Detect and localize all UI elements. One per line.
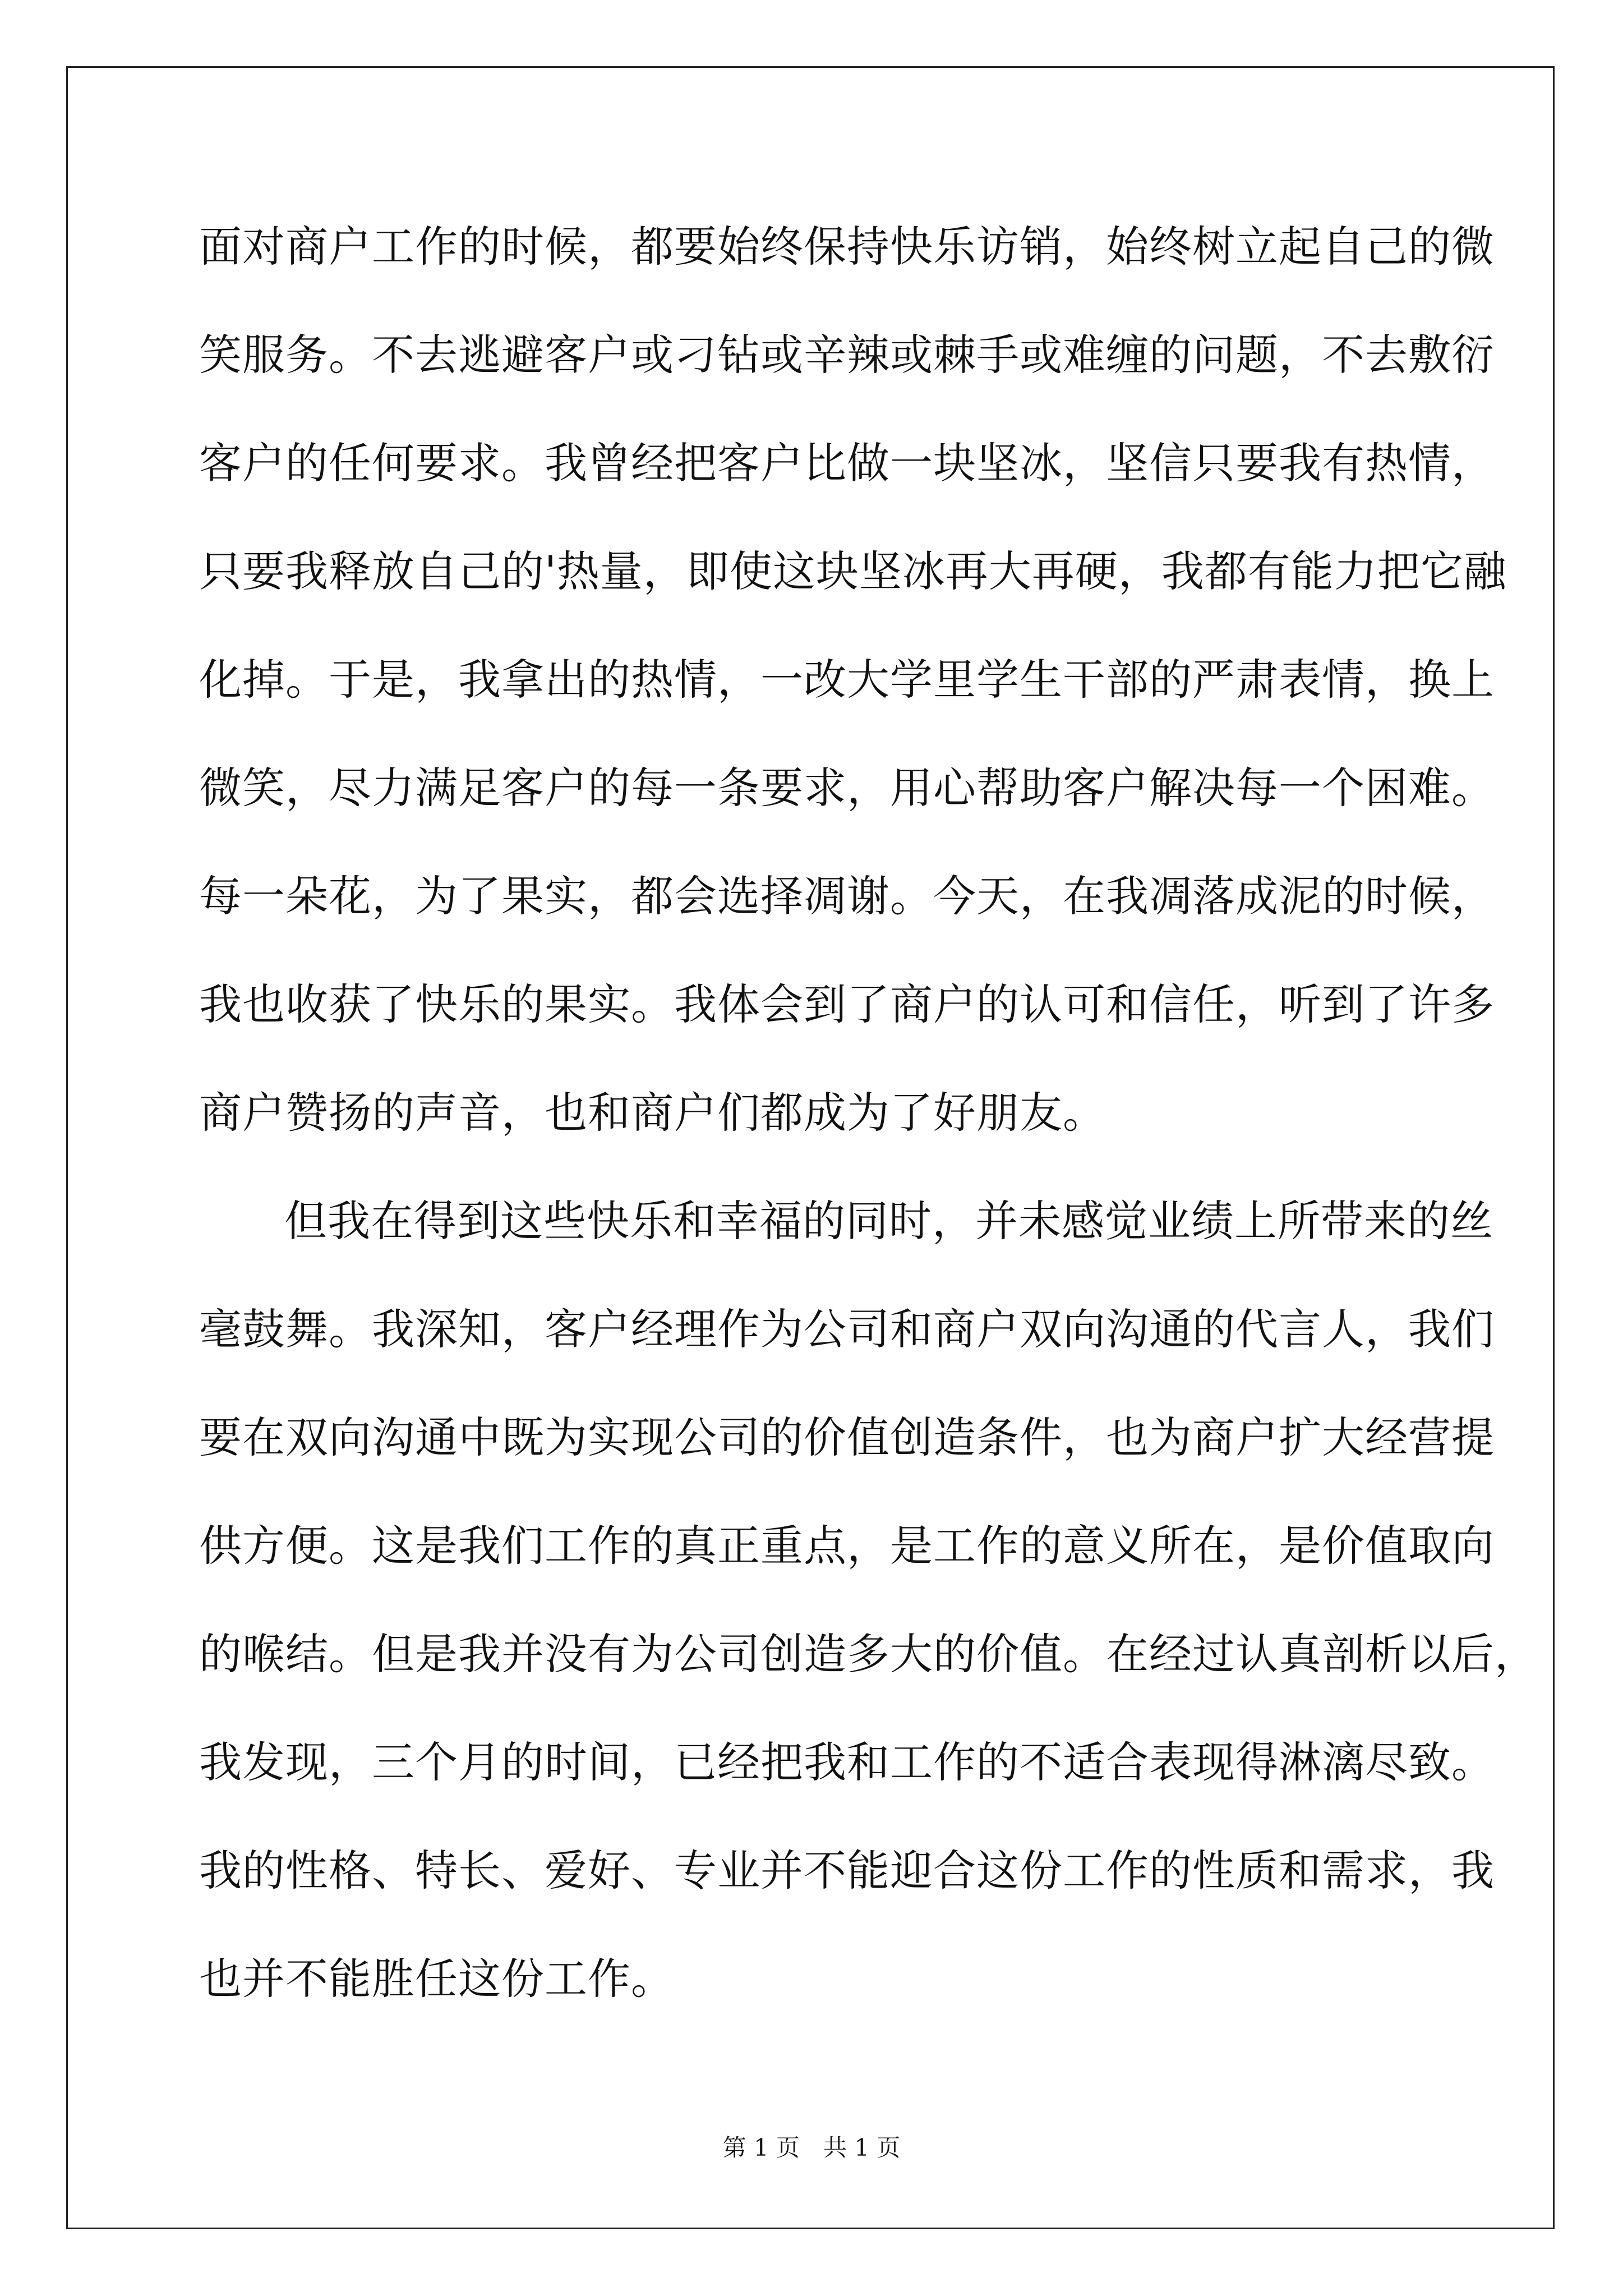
text-line: 也并不能胜任这份工作。 [199, 1954, 674, 2004]
text-line: 我发现，三个月的时间，已经把我和工作的不适合表现得淋漓尽致。 [199, 1737, 1495, 1787]
document-body [199, 216, 1538, 2056]
text-line: 供方便。这是我们工作的真正重点，是工作的意义所在，是价值取向 [199, 1521, 1495, 1571]
text-line: 要在双向沟通中既为实现公司的价值创造条件，也为商户扩大经营提 [199, 1412, 1495, 1462]
text-line: 我也收获了快乐的果实。我体会到了商户的认可和信任，听到了许多 [199, 979, 1495, 1029]
text-line: 化掉。于是，我拿出的热情，一改大学里学生干部的严肃表情，换上 [199, 655, 1495, 705]
text-line: 笑服务。不去逃避客户或刁钻或辛辣或棘手或难缠的问题，不去敷衍 [199, 330, 1495, 380]
text-line: 我的性格、特长、爱好、专业并不能迎合这份工作的性质和需求，我 [199, 1846, 1495, 1895]
text-line: 但我在得到这些快乐和幸福的同时，并未感觉业绩上所带来的丝 [284, 1196, 1493, 1246]
text-line: 客户的任何要求。我曾经把客户比做一块坚冰，坚信只要我有热情， [199, 438, 1495, 488]
text-line: 只要我释放自己的'热量，即使这块坚冰再大再硬，我都有能力把它融 [199, 546, 1507, 596]
text-line: 商户赞扬的声音，也和商户们都成为了好朋友。 [199, 1088, 1106, 1138]
text-line: 的喉结。但是我并没有为公司创造多大的价值。在经过认真剖析以后， [199, 1629, 1538, 1679]
text-line: 毫鼓舞。我深知，客户经理作为公司和商户双向沟通的代言人，我们 [199, 1304, 1495, 1354]
text-line: 微笑，尽力满足客户的每一条要求，用心帮助客户解决每一个困难。 [199, 763, 1495, 813]
text-line: 每一朵花，为了果实，都会选择凋谢。今天，在我凋落成泥的时候， [199, 871, 1495, 921]
text-line: 面对商户工作的时候，都要始终保持快乐访销，始终树立起自己的微 [199, 222, 1495, 272]
page-footer: 第 1 页 共 1 页 [722, 2134, 901, 2161]
